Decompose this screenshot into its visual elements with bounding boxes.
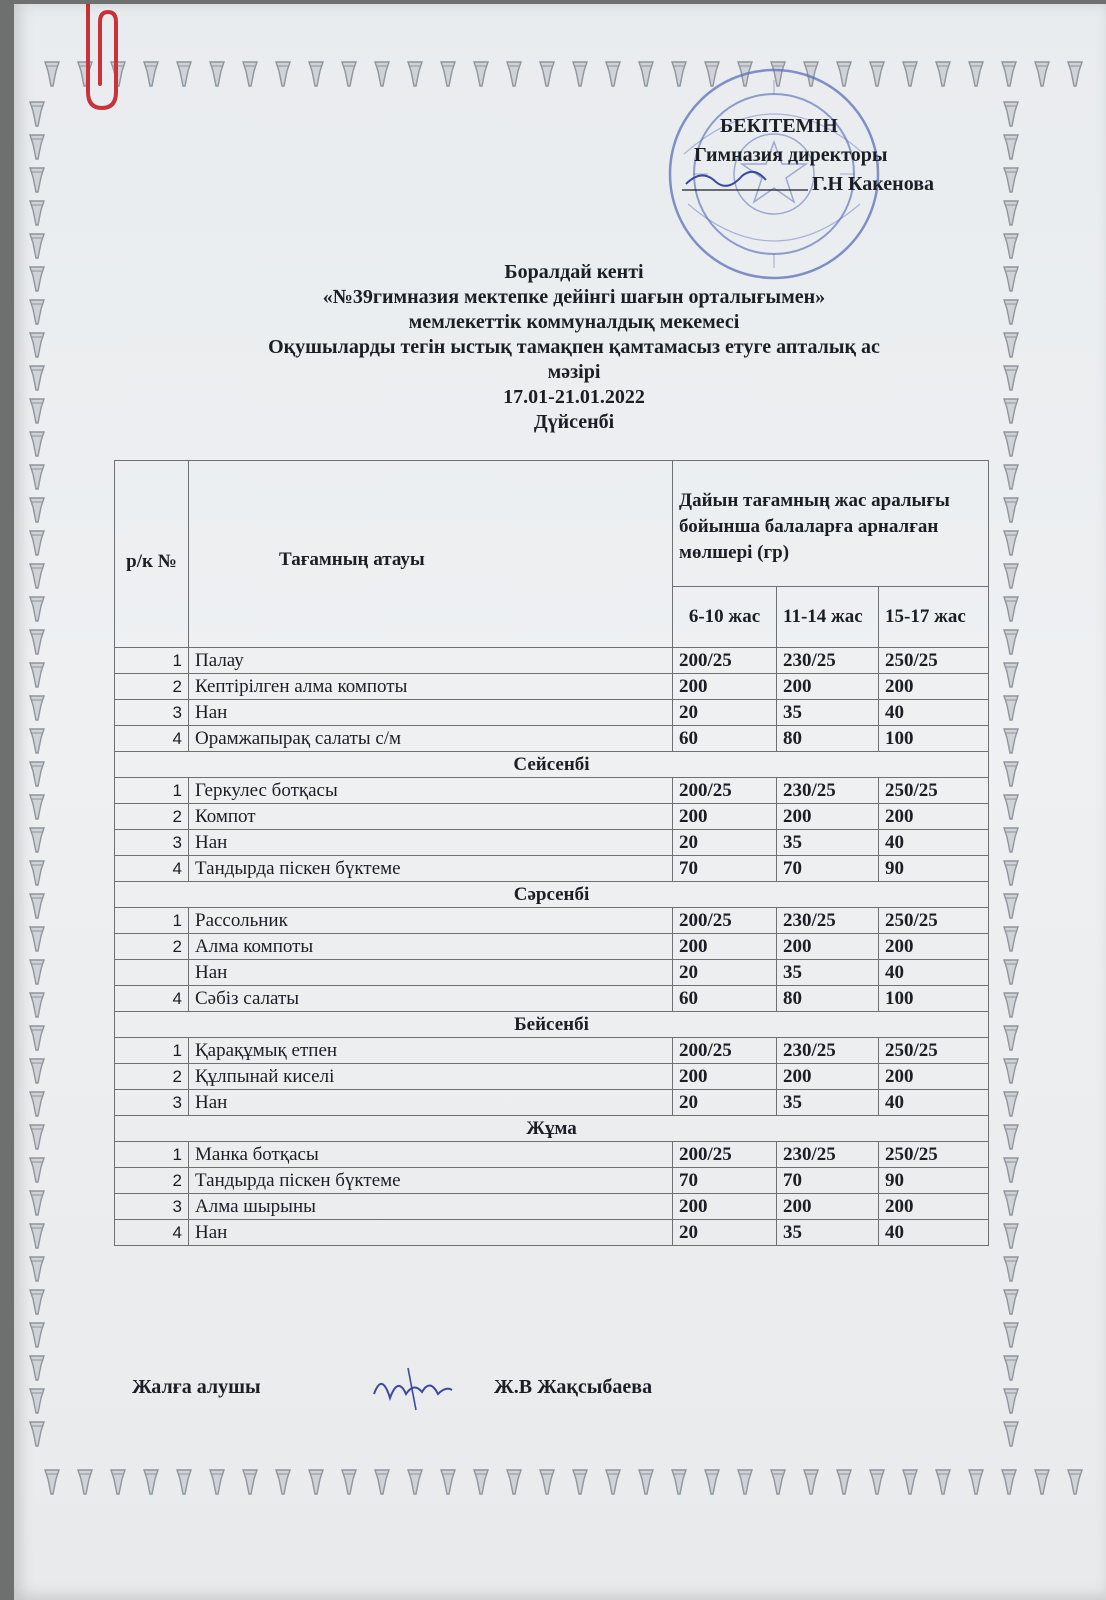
border-ornament-icon — [1004, 993, 1018, 1017]
bottom-decorative-border — [34, 1464, 1094, 1504]
cell-portion-11-14: 80 — [777, 726, 879, 752]
cell-portion-6-10: 60 — [673, 726, 777, 752]
border-ornament-icon — [30, 894, 44, 918]
cell-portion-15-17: 200 — [879, 1194, 989, 1220]
cell-portion-6-10: 20 — [673, 1090, 777, 1116]
border-ornament-icon — [1004, 1356, 1018, 1380]
border-ornament-icon — [903, 1470, 917, 1494]
border-ornament-icon — [1004, 168, 1018, 192]
border-ornament-icon — [639, 62, 653, 86]
border-ornament-icon — [78, 1470, 92, 1494]
cell-portion-15-17: 250/25 — [879, 648, 989, 674]
border-ornament-icon — [1002, 1470, 1016, 1494]
border-ornament-icon — [1004, 267, 1018, 291]
table-row — [115, 908, 989, 934]
border-ornament-icon — [1004, 1092, 1018, 1116]
border-ornament-icon — [1004, 1257, 1018, 1281]
border-ornament-icon — [30, 168, 44, 192]
director-signature — [682, 164, 812, 199]
cell-number: 3 — [115, 830, 189, 856]
border-ornament-icon — [30, 1092, 44, 1116]
cell-portion-11-14: 35 — [777, 1220, 879, 1246]
table-row — [115, 648, 989, 674]
border-ornament-icon — [30, 597, 44, 621]
cell-number: 1 — [115, 778, 189, 804]
border-ornament-icon — [30, 300, 44, 324]
border-ornament-icon — [30, 828, 44, 852]
table-row — [115, 1142, 989, 1168]
border-ornament-icon — [1004, 1224, 1018, 1248]
border-ornament-icon — [1004, 927, 1018, 951]
cell-dish-name: Нан — [189, 960, 673, 986]
border-ornament-icon — [375, 62, 389, 86]
cell-portion-15-17: 250/25 — [879, 908, 989, 934]
left-decorative-border — [22, 96, 52, 1456]
cell-portion-6-10: 60 — [673, 986, 777, 1012]
table-row — [115, 1168, 989, 1194]
border-ornament-icon — [1004, 630, 1018, 654]
age-15-17: 15-17 жас — [879, 586, 989, 647]
border-ornament-icon — [771, 1470, 785, 1494]
border-ornament-icon — [639, 1470, 653, 1494]
table-row — [115, 778, 989, 804]
cell-dish-name: Алма шырыны — [189, 1194, 673, 1220]
border-ornament-icon — [1035, 62, 1049, 86]
paper-clip-icon — [70, 4, 130, 119]
border-ornament-icon — [30, 993, 44, 1017]
cell-portion-15-17: 40 — [879, 1090, 989, 1116]
cell-portion-6-10: 20 — [673, 830, 777, 856]
cell-number: 3 — [115, 700, 189, 726]
border-ornament-icon — [1004, 531, 1018, 555]
border-ornament-icon — [474, 1470, 488, 1494]
cell-portion-6-10: 20 — [673, 1220, 777, 1246]
border-ornament-icon — [1004, 1389, 1018, 1413]
cell-portion-11-14: 200 — [777, 1064, 879, 1090]
border-ornament-icon — [1004, 465, 1018, 489]
border-ornament-icon — [1004, 432, 1018, 456]
border-ornament-icon — [705, 1470, 719, 1494]
cell-portion-11-14: 70 — [777, 856, 879, 882]
cell-number: 4 — [115, 986, 189, 1012]
border-ornament-icon — [30, 1356, 44, 1380]
signature-row — [132, 1364, 832, 1414]
cell-number: 3 — [115, 1090, 189, 1116]
cell-number: 3 — [115, 1194, 189, 1220]
border-ornament-icon — [1004, 762, 1018, 786]
table-row — [115, 1194, 989, 1220]
cell-portion-15-17: 250/25 — [879, 1038, 989, 1064]
border-ornament-icon — [969, 62, 983, 86]
border-ornament-icon — [507, 1470, 521, 1494]
border-ornament-icon — [30, 1158, 44, 1182]
border-ornament-icon — [606, 62, 620, 86]
border-ornament-icon — [1004, 1026, 1018, 1050]
table-row — [115, 960, 989, 986]
day-heading: Бейсенбі — [115, 1012, 989, 1038]
border-ornament-icon — [1004, 729, 1018, 753]
border-ornament-icon — [30, 399, 44, 423]
border-ornament-icon — [1004, 564, 1018, 588]
border-ornament-icon — [30, 696, 44, 720]
tenant-signature — [368, 1364, 458, 1420]
table-row — [115, 726, 989, 752]
day-heading-monday: Дүйсенбі — [533, 411, 615, 433]
cell-portion-11-14: 200 — [777, 1194, 879, 1220]
border-ornament-icon — [1004, 663, 1018, 687]
cell-number: 2 — [115, 674, 189, 700]
border-ornament-icon — [30, 1323, 44, 1347]
day-heading: Сәрсенбі — [115, 882, 989, 908]
table-row — [115, 1038, 989, 1064]
border-ornament-icon — [540, 1470, 554, 1494]
border-ornament-icon — [837, 1470, 851, 1494]
cell-portion-11-14: 200 — [777, 804, 879, 830]
border-ornament-icon — [1004, 1158, 1018, 1182]
cell-dish-name: Орамжапырақ салаты с/м — [189, 726, 673, 752]
cell-dish-name: Нан — [189, 830, 673, 856]
border-ornament-icon — [1004, 135, 1018, 159]
cell-portion-15-17: 40 — [879, 700, 989, 726]
cell-portion-6-10: 70 — [673, 1168, 777, 1194]
border-ornament-icon — [1004, 102, 1018, 126]
border-ornament-icon — [243, 1470, 257, 1494]
border-ornament-icon — [45, 1470, 59, 1494]
border-ornament-icon — [507, 62, 521, 86]
border-ornament-icon — [1004, 201, 1018, 225]
cell-dish-name: Алма компоты — [189, 934, 673, 960]
table-row — [115, 804, 989, 830]
cell-dish-name: Геркулес ботқасы — [189, 778, 673, 804]
cell-portion-15-17: 40 — [879, 830, 989, 856]
cell-dish-name: Қарақұмық етпен — [189, 1038, 673, 1064]
table-row — [115, 830, 989, 856]
border-ornament-icon — [342, 1470, 356, 1494]
border-ornament-icon — [1002, 62, 1016, 86]
border-ornament-icon — [177, 1470, 191, 1494]
header-dish-name: Тағамның атауы — [189, 461, 673, 648]
cell-portion-6-10: 200 — [673, 804, 777, 830]
cell-dish-name: Манка ботқасы — [189, 1142, 673, 1168]
approval-position: Гимназия директоры — [694, 144, 888, 166]
border-ornament-icon — [1004, 1059, 1018, 1083]
border-ornament-icon — [30, 465, 44, 489]
border-ornament-icon — [111, 1470, 125, 1494]
cell-dish-name: Палау — [189, 648, 673, 674]
cell-portion-11-14: 200 — [777, 674, 879, 700]
border-ornament-icon — [804, 1470, 818, 1494]
cell-dish-name: Нан — [189, 1220, 673, 1246]
day-row — [115, 752, 989, 778]
border-ornament-icon — [144, 1470, 158, 1494]
border-ornament-icon — [309, 1470, 323, 1494]
day-row — [115, 1012, 989, 1038]
cell-portion-6-10: 20 — [673, 700, 777, 726]
border-ornament-icon — [441, 1470, 455, 1494]
border-ornament-icon — [1004, 498, 1018, 522]
border-ornament-icon — [30, 333, 44, 357]
border-ornament-icon — [342, 62, 356, 86]
cell-number: 4 — [115, 1220, 189, 1246]
cell-portion-15-17: 100 — [879, 726, 989, 752]
cell-number: 4 — [115, 856, 189, 882]
border-ornament-icon — [30, 960, 44, 984]
border-ornament-icon — [30, 564, 44, 588]
cell-portion-15-17: 250/25 — [879, 1142, 989, 1168]
border-ornament-icon — [276, 1470, 290, 1494]
border-ornament-icon — [1004, 1290, 1018, 1314]
heading-line: Боралдай кенті — [504, 261, 644, 283]
cell-number: 1 — [115, 1038, 189, 1064]
right-decorative-border — [996, 96, 1026, 1456]
cell-portion-6-10: 200/25 — [673, 778, 777, 804]
cell-portion-11-14: 35 — [777, 960, 879, 986]
border-ornament-icon — [1004, 366, 1018, 390]
day-heading: Сейсенбі — [115, 752, 989, 778]
border-ornament-icon — [30, 135, 44, 159]
border-ornament-icon — [30, 663, 44, 687]
cell-portion-15-17: 90 — [879, 1168, 989, 1194]
cell-portion-11-14: 230/25 — [777, 778, 879, 804]
cell-number: 2 — [115, 1168, 189, 1194]
menu-table — [114, 460, 989, 1246]
border-ornament-icon — [408, 1470, 422, 1494]
border-ornament-icon — [30, 1290, 44, 1314]
cell-portion-15-17: 90 — [879, 856, 989, 882]
cell-number: 2 — [115, 934, 189, 960]
border-ornament-icon — [30, 861, 44, 885]
heading-line: Оқушыларды тегін ыстық тамақпен қамтамасыз етуге апталық ас — [268, 336, 880, 358]
border-ornament-icon — [969, 1470, 983, 1494]
day-heading: Жұма — [115, 1116, 989, 1142]
cell-portion-6-10: 200 — [673, 1064, 777, 1090]
cell-dish-name: Сәбіз салаты — [189, 986, 673, 1012]
border-ornament-icon — [573, 1470, 587, 1494]
border-ornament-icon — [243, 62, 257, 86]
border-ornament-icon — [276, 62, 290, 86]
border-ornament-icon — [1004, 1125, 1018, 1149]
border-ornament-icon — [936, 1470, 950, 1494]
day-row — [115, 1116, 989, 1142]
cell-number: 2 — [115, 1064, 189, 1090]
tenant-name: Ж.В Жақсыбаева — [494, 1376, 653, 1398]
cell-portion-6-10: 200/25 — [673, 1038, 777, 1064]
cell-portion-15-17: 100 — [879, 986, 989, 1012]
top-decorative-border — [34, 56, 1094, 96]
border-ornament-icon — [30, 102, 44, 126]
cell-dish-name: Кептірілген алма компоты — [189, 674, 673, 700]
cell-number: 2 — [115, 804, 189, 830]
cell-portion-6-10: 70 — [673, 856, 777, 882]
table-row — [115, 856, 989, 882]
border-ornament-icon — [1004, 597, 1018, 621]
border-ornament-icon — [30, 795, 44, 819]
border-ornament-icon — [540, 62, 554, 86]
border-ornament-icon — [870, 1470, 884, 1494]
border-ornament-icon — [30, 531, 44, 555]
border-ornament-icon — [30, 234, 44, 258]
border-ornament-icon — [30, 1191, 44, 1215]
border-ornament-icon — [1004, 828, 1018, 852]
border-ornament-icon — [738, 1470, 752, 1494]
border-ornament-icon — [30, 1257, 44, 1281]
table-row — [115, 1220, 989, 1246]
approval-title: БЕКІТЕМІН — [720, 115, 838, 137]
border-ornament-icon — [30, 630, 44, 654]
tenant-label: Жалға алушы — [132, 1376, 261, 1398]
border-ornament-icon — [30, 729, 44, 753]
border-ornament-icon — [1035, 1470, 1049, 1494]
border-ornament-icon — [30, 498, 44, 522]
border-ornament-icon — [144, 62, 158, 86]
table-row — [115, 700, 989, 726]
cell-number — [115, 960, 189, 986]
cell-dish-name: Рассольник — [189, 908, 673, 934]
cell-portion-15-17: 200 — [879, 1064, 989, 1090]
header-num: р/к № — [115, 461, 189, 648]
cell-portion-11-14: 35 — [777, 830, 879, 856]
border-ornament-icon — [30, 366, 44, 390]
heading-line: мәзірі — [547, 361, 601, 383]
cell-portion-6-10: 200 — [673, 934, 777, 960]
cell-portion-11-14: 35 — [777, 1090, 879, 1116]
table-header-row — [115, 461, 989, 587]
cell-portion-11-14: 230/25 — [777, 648, 879, 674]
cell-portion-15-17: 200 — [879, 934, 989, 960]
cell-portion-11-14: 35 — [777, 700, 879, 726]
header-portion: Дайын тағамның жас аралығы бойынша балаларға арналған мөлшері (гр) — [673, 461, 989, 587]
cell-dish-name: Тандырда піскен бүктеме — [189, 856, 673, 882]
table-row — [115, 674, 989, 700]
border-ornament-icon — [1004, 1422, 1018, 1446]
day-row — [115, 882, 989, 908]
cell-portion-6-10: 20 — [673, 960, 777, 986]
cell-dish-name: Нан — [189, 700, 673, 726]
border-ornament-icon — [210, 1470, 224, 1494]
age-11-14: 11-14 жас — [777, 586, 879, 647]
border-ornament-icon — [474, 62, 488, 86]
cell-dish-name: Компот — [189, 804, 673, 830]
border-ornament-icon — [1068, 1470, 1082, 1494]
age-6-10: 6-10 жас — [673, 586, 777, 647]
border-ornament-icon — [1004, 1191, 1018, 1215]
border-ornament-icon — [30, 1422, 44, 1446]
cell-portion-6-10: 200/25 — [673, 648, 777, 674]
cell-portion-11-14: 230/25 — [777, 1038, 879, 1064]
border-ornament-icon — [30, 762, 44, 786]
border-ornament-icon — [30, 1125, 44, 1149]
cell-number: 1 — [115, 1142, 189, 1168]
border-ornament-icon — [30, 1224, 44, 1248]
border-ornament-icon — [1004, 696, 1018, 720]
border-ornament-icon — [1004, 333, 1018, 357]
border-ornament-icon — [1004, 960, 1018, 984]
border-ornament-icon — [30, 1026, 44, 1050]
border-ornament-icon — [375, 1470, 389, 1494]
cell-dish-name: Құлпынай киселі — [189, 1064, 673, 1090]
cell-portion-11-14: 230/25 — [777, 1142, 879, 1168]
border-ornament-icon — [309, 62, 323, 86]
cell-portion-6-10: 200/25 — [673, 908, 777, 934]
border-ornament-icon — [30, 1389, 44, 1413]
border-ornament-icon — [30, 927, 44, 951]
border-ornament-icon — [672, 1470, 686, 1494]
cell-portion-6-10: 200/25 — [673, 1142, 777, 1168]
border-ornament-icon — [30, 201, 44, 225]
border-ornament-icon — [177, 62, 191, 86]
cell-number: 1 — [115, 648, 189, 674]
cell-portion-11-14: 80 — [777, 986, 879, 1012]
table-row — [115, 1064, 989, 1090]
border-ornament-icon — [1004, 300, 1018, 324]
border-ornament-icon — [573, 62, 587, 86]
cell-portion-15-17: 200 — [879, 674, 989, 700]
border-ornament-icon — [1004, 399, 1018, 423]
border-ornament-icon — [210, 62, 224, 86]
document-page — [14, 4, 1106, 1600]
border-ornament-icon — [1004, 861, 1018, 885]
table-row — [115, 986, 989, 1012]
cell-dish-name: Тандырда піскен бүктеме — [189, 1168, 673, 1194]
cell-portion-11-14: 230/25 — [777, 908, 879, 934]
border-ornament-icon — [441, 62, 455, 86]
cell-number: 1 — [115, 908, 189, 934]
border-ornament-icon — [903, 62, 917, 86]
border-ornament-icon — [1004, 1323, 1018, 1347]
border-ornament-icon — [936, 62, 950, 86]
border-ornament-icon — [1004, 234, 1018, 258]
cell-portion-15-17: 40 — [879, 1220, 989, 1246]
cell-portion-11-14: 70 — [777, 1168, 879, 1194]
border-ornament-icon — [606, 1470, 620, 1494]
cell-portion-11-14: 200 — [777, 934, 879, 960]
cell-portion-15-17: 200 — [879, 804, 989, 830]
border-ornament-icon — [1004, 894, 1018, 918]
border-ornament-icon — [45, 62, 59, 86]
approval-name: Г.Н Какенова — [812, 173, 934, 195]
border-ornament-icon — [1068, 62, 1082, 86]
cell-portion-15-17: 40 — [879, 960, 989, 986]
border-ornament-icon — [30, 432, 44, 456]
heading-date: 17.01-21.01.2022 — [503, 386, 645, 408]
heading-line: мемлекеттік коммуналдық мекемесі — [408, 311, 740, 333]
cell-dish-name: Нан — [189, 1090, 673, 1116]
table-row — [115, 1090, 989, 1116]
cell-portion-6-10: 200 — [673, 1194, 777, 1220]
cell-number: 4 — [115, 726, 189, 752]
border-ornament-icon — [408, 62, 422, 86]
table-row — [115, 934, 989, 960]
border-ornament-icon — [1004, 795, 1018, 819]
document-heading — [164, 260, 984, 435]
cell-portion-6-10: 200 — [673, 674, 777, 700]
heading-line: «№39гимназия мектепке дейінгі шағын орталығымен» — [322, 286, 826, 308]
border-ornament-icon — [30, 267, 44, 291]
border-ornament-icon — [30, 1059, 44, 1083]
cell-portion-15-17: 250/25 — [879, 778, 989, 804]
